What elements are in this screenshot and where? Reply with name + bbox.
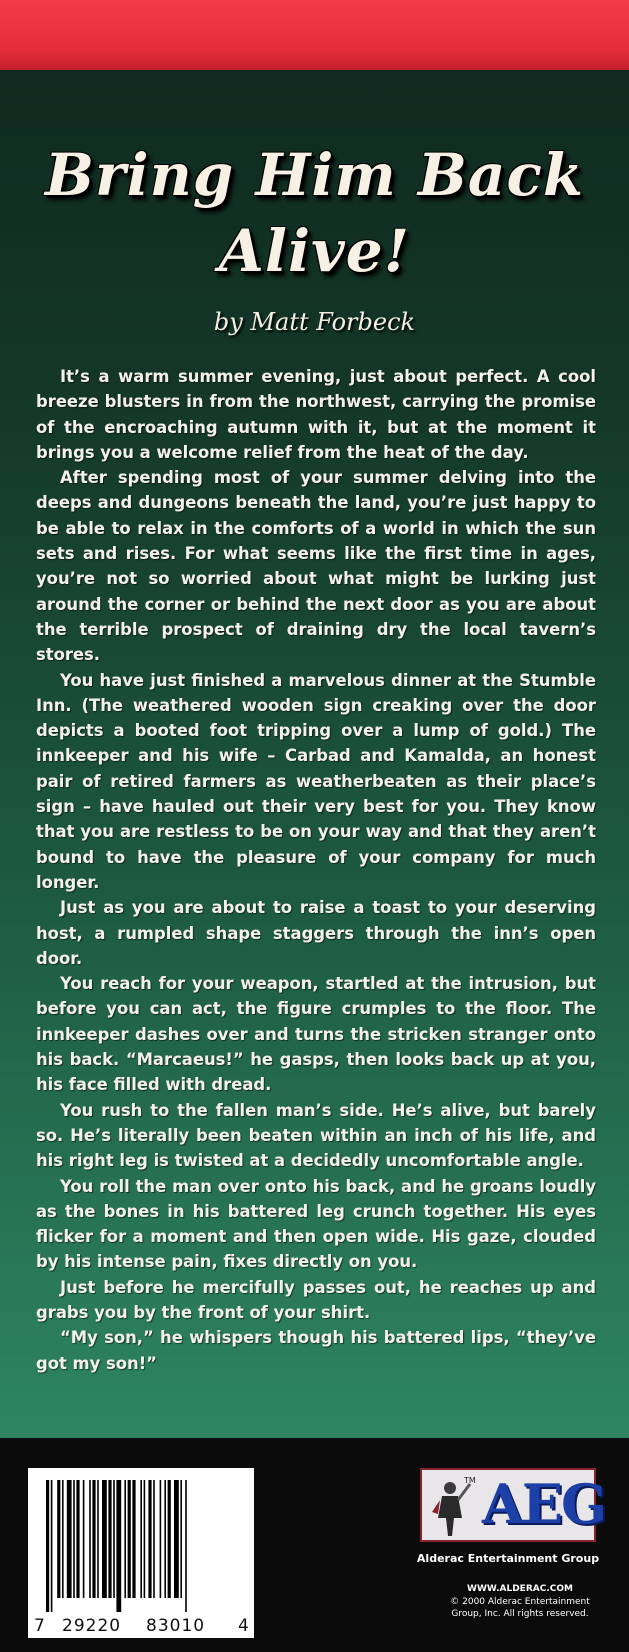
barcode bbox=[28, 1468, 254, 1638]
title-line-1: Bring Him Back bbox=[44, 141, 585, 209]
barcode-digit-check: 4 bbox=[238, 1616, 250, 1636]
barcode-bar bbox=[148, 1480, 151, 1598]
barcode-digit-lead: 7 bbox=[34, 1616, 46, 1636]
barcode-bar bbox=[180, 1480, 182, 1598]
knight-icon bbox=[428, 1478, 472, 1538]
barcode-bar bbox=[113, 1480, 115, 1598]
story-paragraph: You reach for your weapon, startled at the intrusion, but before you can act, the figure crumples to the floor. The innkeeper dashes over and turns the stricken stranger onto his back. “Marcaeus!” he gasps, then looks back up at you, his face filled with dread. bbox=[36, 974, 596, 1095]
publisher-logo bbox=[420, 1468, 606, 1542]
barcode-bar bbox=[132, 1480, 135, 1598]
barcode-bar bbox=[67, 1480, 72, 1598]
story-paragraph: You have just finished a marvelous dinner at the Stumble Inn. (The weathered wooden sign creaking over the door depicts a booted foot tripping over a lump of gold.) The innkeeper and his wife – Carbad and Kamalda, an honest pair of retired farmers as weatherbeaten as their place’s sign – have hauled out their very best for you. They know that you are restless to be on your way and that they aren’t bound to have the pleasure of your company for much longer. bbox=[36, 670, 596, 892]
barcode-bar bbox=[102, 1480, 107, 1598]
barcode-bar bbox=[108, 1480, 111, 1598]
copyright-notice bbox=[430, 1596, 610, 1620]
barcode-bar bbox=[153, 1480, 155, 1598]
barcode-bar bbox=[116, 1480, 121, 1612]
barcode-bar bbox=[144, 1480, 146, 1598]
story-paragraph: After spending most of your summer delving into the deeps and dungeons beneath the land, you’re just happy to be able to relax in the comforts of a world in which the sun sets and rises. For what seems like the first time in ages, you’re not so worried about what might be lurking just around the corner or behind the next door as you are about the terrible prospect of draining dry the local tavern’s stores. bbox=[36, 468, 596, 665]
story-paragraph: You roll the man over onto his back, and he groans loudly as the bones in his battered leg crunch together. His eyes flicker for a moment and then open wide. His gaze, clouded by his intense pain, fixes directly on you. bbox=[36, 1176, 596, 1272]
story-paragraph: You rush to the fallen man’s side. He’s alive, but barely so. He’s literally been beaten within an inch of his life, and his right leg is twisted at a decidedly uncomfortable angle. bbox=[36, 1100, 596, 1171]
publisher-url: WWW.ALDERAC.COM bbox=[467, 1584, 573, 1594]
barcode-bar bbox=[168, 1480, 171, 1598]
barcode-bar bbox=[140, 1480, 142, 1598]
barcode-bar bbox=[164, 1480, 166, 1598]
story-paragraph: Just before he mercifully passes out, he reaches up and grabs you by the front of your shirt. bbox=[36, 1277, 596, 1322]
barcode-group-2: 83010 bbox=[146, 1616, 206, 1636]
barcode-bar bbox=[46, 1480, 49, 1612]
barcode-bar bbox=[89, 1480, 91, 1598]
barcode-bar bbox=[185, 1480, 187, 1612]
publisher-name: Alderac Entertainment Group bbox=[416, 1552, 600, 1565]
author-byline: by Matt Forbeck bbox=[213, 308, 416, 336]
copyright-line: Group, Inc. All rights reserved. bbox=[451, 1609, 589, 1619]
barcode-bar bbox=[57, 1480, 60, 1598]
title-line-2: Alive! bbox=[218, 217, 411, 285]
barcode-bar bbox=[62, 1480, 64, 1598]
barcode-bar bbox=[124, 1480, 126, 1598]
top-color-band bbox=[0, 0, 629, 70]
barcode-bar bbox=[73, 1480, 75, 1598]
barcode-bar bbox=[128, 1480, 131, 1598]
barcode-bar bbox=[97, 1480, 99, 1598]
barcode-bar bbox=[160, 1480, 162, 1598]
story-paragraph: It’s a warm summer evening, just about perfect. A cool breeze blusters in from the northwest, carrying the promise of the encroaching autumn with it, but at the moment it brings you a welcome relief from the heat of the day. bbox=[36, 367, 596, 462]
trademark-mark: TM bbox=[464, 1476, 476, 1485]
barcode-bars bbox=[46, 1480, 236, 1612]
barcode-bar bbox=[83, 1480, 85, 1598]
barcode-bar bbox=[51, 1480, 53, 1612]
copyright-line: © 2000 Alderac Entertainment bbox=[450, 1597, 590, 1607]
story-text bbox=[36, 364, 596, 1376]
story-paragraph: Just as you are about to raise a toast to your deserving host, a rumpled shape staggers through the inn’s open door. bbox=[36, 898, 596, 968]
barcode-bar bbox=[76, 1480, 79, 1598]
barcode-group-1: 29220 bbox=[62, 1616, 122, 1636]
barcode-bar bbox=[174, 1480, 179, 1598]
barcode-bar bbox=[92, 1480, 95, 1598]
story-paragraph: “My son,” he whispers though his battered lips, “they’ve got my son!” bbox=[36, 1328, 596, 1373]
logo-wordmark: AEG bbox=[482, 1472, 606, 1536]
